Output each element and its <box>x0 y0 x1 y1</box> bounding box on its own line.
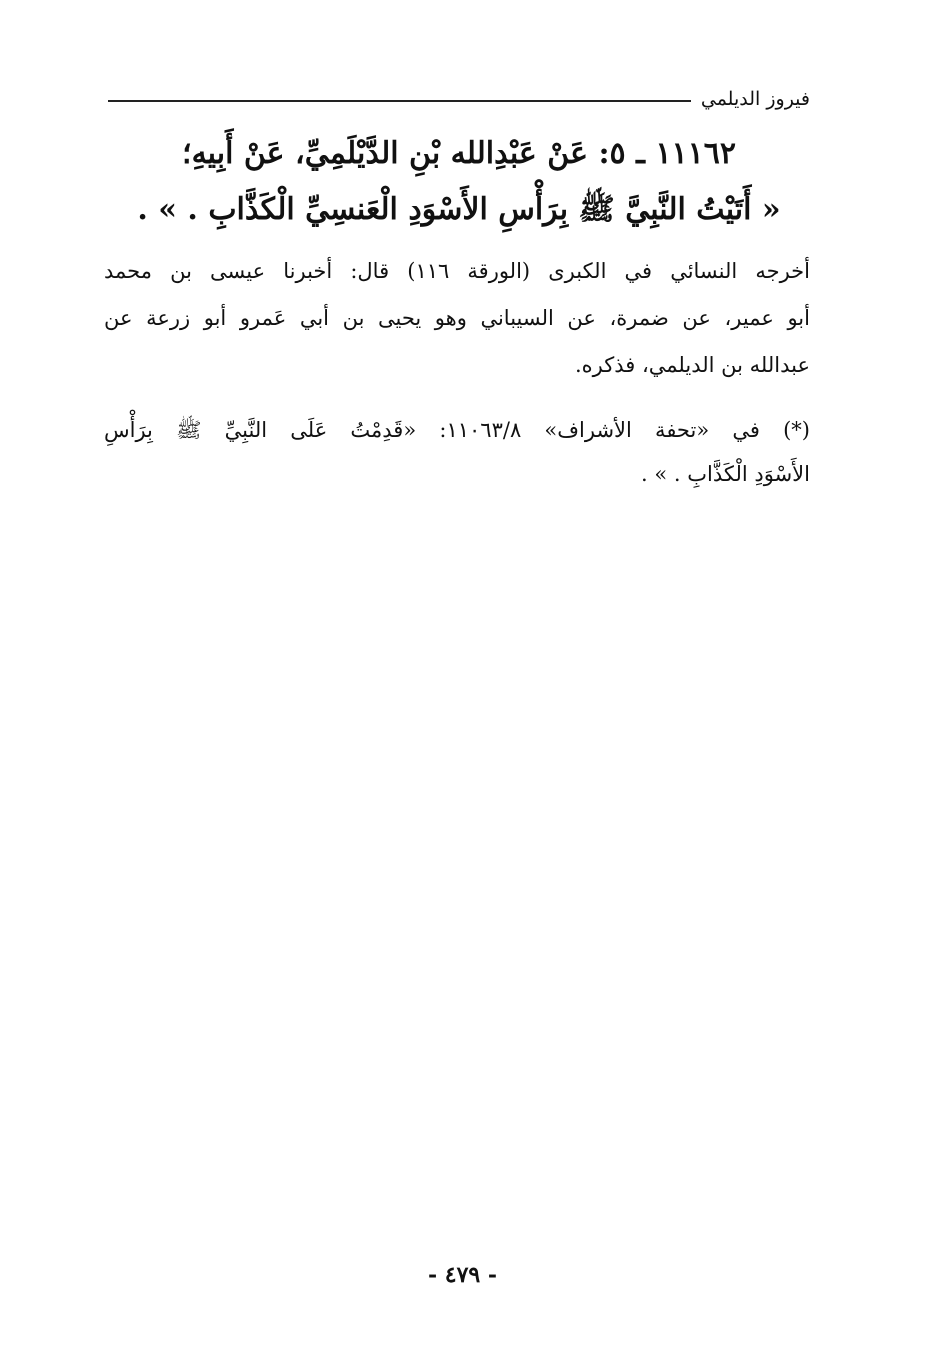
hadith-text <box>108 126 810 238</box>
header-rule <box>108 100 691 102</box>
page-header <box>108 84 810 114</box>
footnote-line-2: الأَسْوَدِ الْكَذَّابِ . » . <box>641 462 810 486</box>
footnote-line-1: (*) في «تحفة الأشراف» ١١٠٦٣/٨: «قَدِمْتُ عَلَى النَّبِيِّ ﷺ بِرَأْسِ <box>104 418 810 442</box>
running-head-title: فيروز الديلمي <box>700 88 810 110</box>
commentary-line-1: أخرجه النسائي في الكبرى (الورقة ١١٦) قال: أخبرنا عيسى بن محمد <box>104 259 810 283</box>
commentary-line-2: أبو عمير، عن ضمرة، عن السيباني وهو يحيى بن أبي عَمرو أبو زرعة عن <box>104 306 810 330</box>
hadith-line-2: « أَتَيْتُ النَّبِيَّ ﷺ بِرَأْسِ الأَسْوَدِ الْعَنسِيِّ الْكَذَّابِ . » . <box>137 192 781 227</box>
commentary-line-3: عبدالله بن الديلمي، فذكره. <box>575 353 810 377</box>
commentary-paragraph <box>104 248 810 389</box>
hadith-line-1: ١١١٦٢ ـ ٥: عَنْ عَبْدِالله بْنِ الدَّيْلَمِيِّ، عَنْ أَبِيهِ؛ <box>182 136 736 171</box>
footnote-paragraph <box>104 408 810 496</box>
page-number: - ٤٧٩ - <box>427 1262 498 1288</box>
